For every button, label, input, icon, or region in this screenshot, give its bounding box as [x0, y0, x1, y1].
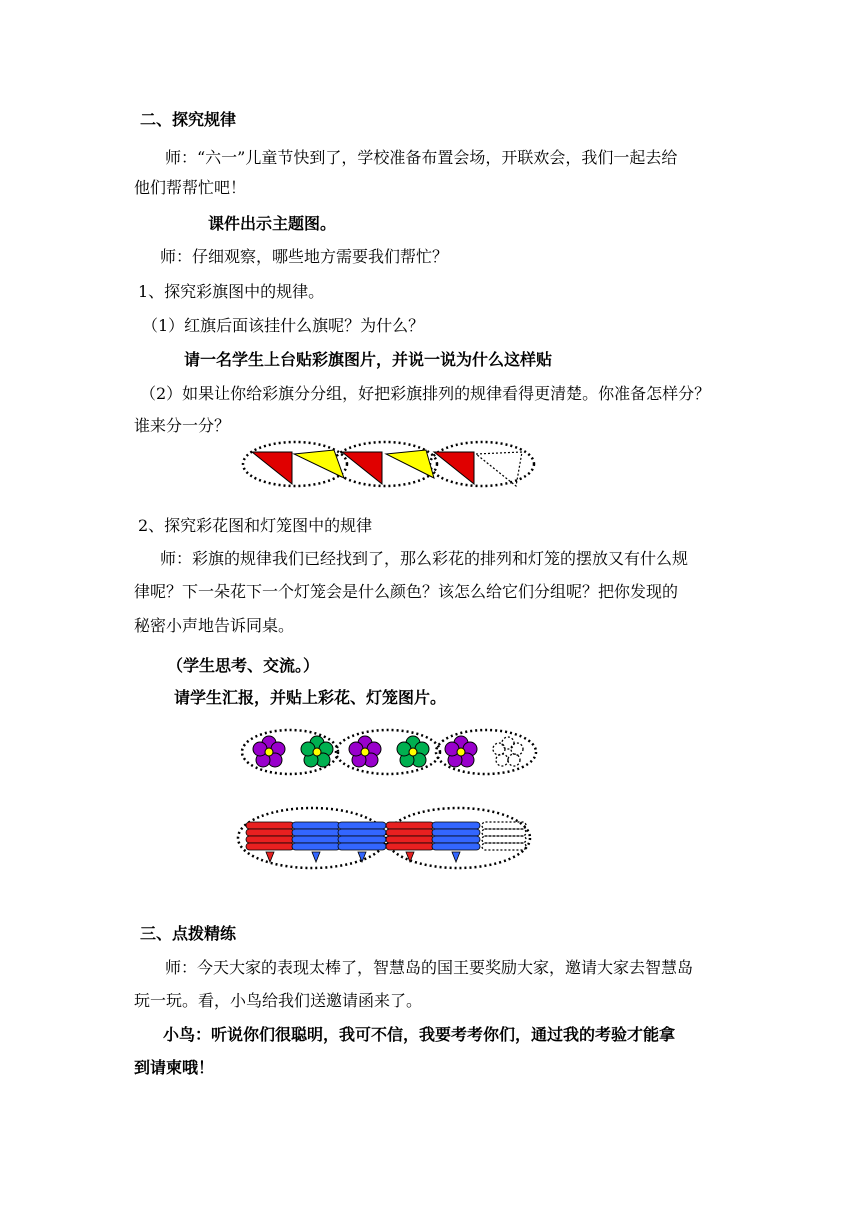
activity-note: 请学生汇报，并贴上彩花、灯笼图片。 — [174, 688, 447, 707]
activity-note: （学生思考、交流。） — [167, 656, 320, 675]
question: （2）如果让你给彩旗分分组，好把彩旗排列的规律看得更清楚。你准备怎样分？ — [140, 384, 711, 403]
teacher-line: 师：彩旗的规律我们已经找到了，那么彩花的排列和灯笼的摆放又有什么规 — [160, 549, 689, 568]
yellow-flag — [294, 450, 344, 478]
teacher-line: 律呢？下一朵花下一个灯笼会是什么颜色？该怎么给它们分组呢？把你发现的 — [134, 582, 679, 601]
teacher-line: 玩一玩。看，小鸟给我们送邀请函来了。 — [134, 991, 423, 1010]
blue-lantern — [292, 822, 340, 862]
blue-lantern — [338, 822, 386, 862]
bird-line: 到请柬哦！ — [134, 1058, 215, 1077]
green-flower — [301, 736, 333, 767]
section-heading-explore: 二、探究规律 — [140, 110, 237, 129]
red-flag — [252, 452, 292, 484]
question: 谁来分一分？ — [134, 416, 231, 435]
teacher-line: 师：“六一”儿童节快到了，学校准备布置会场，开联欢会，我们一起去给 — [165, 148, 678, 167]
flag-group-oval — [430, 442, 534, 486]
red-flag — [342, 452, 382, 484]
unknown-flower — [493, 737, 523, 766]
purple-flower — [253, 736, 285, 767]
yellow-flag — [386, 450, 434, 478]
teacher-line: 师：仔细观察，哪些地方需要我们帮忙？ — [160, 247, 449, 266]
subsection-title: 2、探究彩花图和灯笼图中的规律 — [138, 516, 373, 535]
purple-flower — [445, 736, 477, 767]
unknown-lantern — [482, 822, 526, 850]
red-flag — [434, 452, 474, 484]
subsection-title: 1、探究彩旗图中的规律。 — [138, 282, 325, 301]
teacher-line: 秘密小声地告诉同桌。 — [134, 616, 295, 635]
unknown-flag — [476, 452, 522, 486]
bird-line: 小鸟：听说你们很聪明，我可不信，我要考考你们，通过我的考验才能拿 — [163, 1025, 676, 1044]
activity-note: 请一名学生上台贴彩旗图片，并说一说为什么这样贴 — [184, 350, 553, 369]
green-flower — [397, 736, 429, 767]
flag-pattern-figure — [240, 436, 540, 492]
lantern-pattern-figure — [234, 800, 538, 876]
red-lantern — [386, 822, 434, 862]
flower-pattern-figure — [240, 722, 540, 782]
question: （1）红旗后面该挂什么旗呢？为什么？ — [142, 316, 425, 335]
teacher-line: 他们帮帮忙吧！ — [134, 178, 247, 197]
courseware-note: 课件出示主题图。 — [208, 214, 337, 233]
purple-flower — [349, 736, 381, 767]
blue-lantern — [432, 822, 480, 862]
section-heading-practice: 三、点拨精练 — [140, 924, 237, 943]
teacher-line: 师：今天大家的表现太棒了，智慧岛的国王要奖励大家，邀请大家去智慧岛 — [165, 958, 694, 977]
